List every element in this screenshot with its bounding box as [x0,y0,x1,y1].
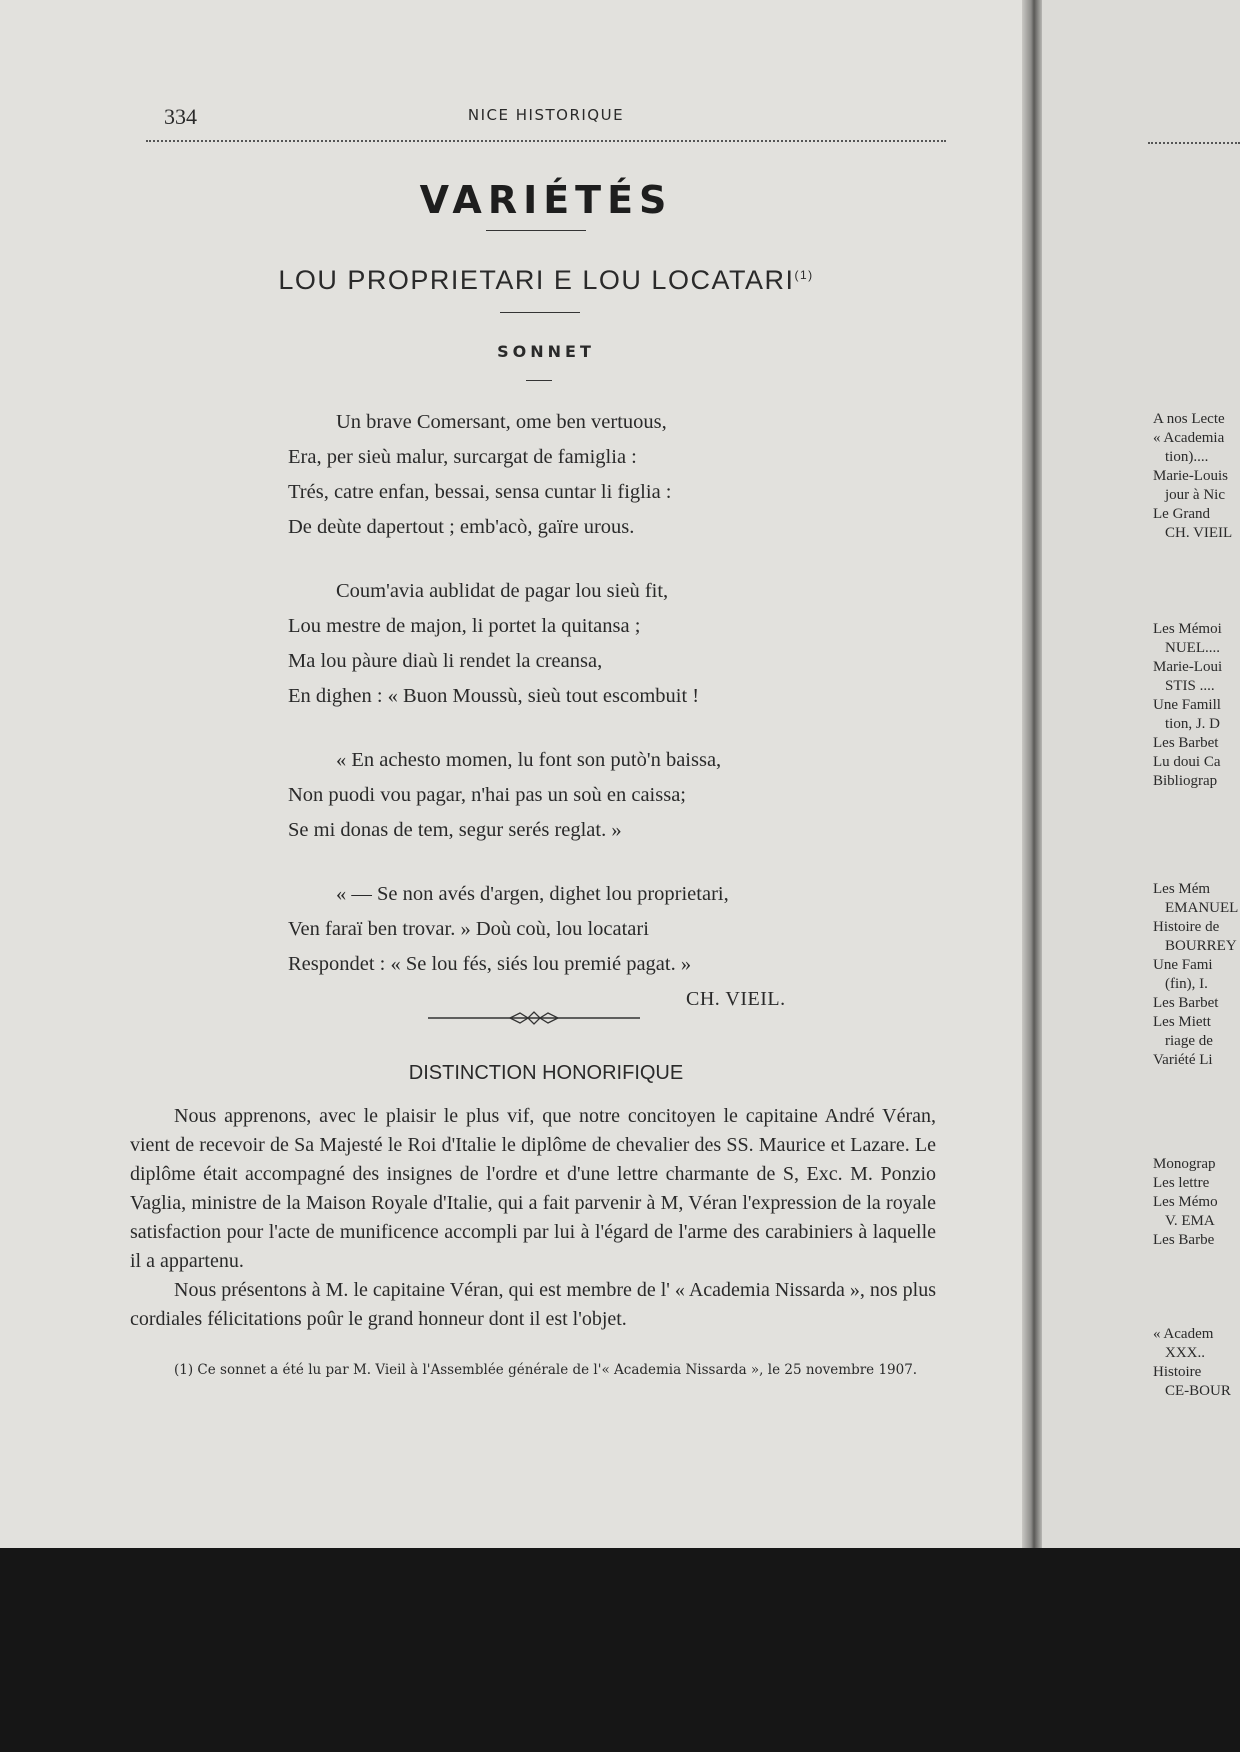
header-rule [146,140,946,142]
toc-group [1153,880,1238,1070]
stanza [288,405,848,545]
toc-entry: Histoire [1153,1364,1202,1380]
toc-entry: Variété Li [1153,1052,1213,1068]
toc-group [1153,1325,1231,1401]
verse-line: Trés, catre enfan, bessai, sensa cuntar li figlia : [288,481,672,503]
toc-entry: tion).... [1165,449,1209,465]
verse-line: Un brave Comersant, ome ben vertuous, [336,411,667,433]
verse-line: Coum'avia aublidat de pagar lou sieù fit, [336,580,669,602]
toc-entry: V. EMA [1165,1213,1215,1229]
toc-entry: Lu doui Ca [1153,754,1221,770]
toc-entry: Marie-Loui [1153,659,1223,675]
toc-entry: Les Mémo [1153,1194,1218,1210]
divider [526,380,552,381]
toc-entry: (fin), I. [1165,976,1208,992]
toc-group [1153,410,1232,543]
toc-entry: Bibliograp [1153,773,1218,789]
toc-entry: Les Barbe [1153,1232,1215,1248]
toc-entry: Monograp [1153,1156,1216,1172]
page-header [146,100,946,140]
verse-line: Se mi donas de tem, segur serés reglat. » [288,819,622,841]
toc-entry: Une Fami [1153,957,1213,973]
paragraph: Nous apprenons, avec le plaisir le plus vif, que notre concitoyen le capitaine André Véran, vient de recevoir de Sa Majesté le Roi d'Italie le diplôme de chevalier des SS. Maurice et Lazare. Le diplôme était accompagné des insignes de l'ordre et d'une lettre charmante de S, Exc. M. Ponzio Vaglia, ministre de la Maison Royale d'Italie, qui a fait parvenir à M, Véran l'expression de la royale satisfaction pour l'acte de munificence accompli par lui à l'égard de l'arme des carabiniers à laquelle il a appartenu. [130,1105,936,1272]
running-title: NICE HISTORIQUE [467,106,625,124]
toc-entry: A nos Lecte [1153,411,1225,427]
toc-entry: « Academia [1153,430,1225,446]
verse-line: « En achesto momen, lu font son putò'n baissa, [336,749,722,771]
verse-line: Respondet : « Se lou fés, siés lou premié pagat. » [288,953,692,975]
paragraph: Nous présentons à M. le capitaine Véran, qui est membre de l' « Academia Nissarda », nos plus cordiales félicitations poûr le grand honneur dont il est l'objet. [130,1279,936,1330]
poem-title [146,265,946,296]
toc-group [1153,1155,1218,1250]
verse-line: Ven faraï ben trovar. » Doù coù, lou locatari [288,918,649,940]
poem-title-text: LOU PROPRIETARI E LOU LOCATARI [278,265,795,295]
toc-entry: Les Mémoi [1153,621,1222,637]
poem-body [288,405,848,1011]
poem-signature: CH. VIEIL. [686,988,786,1010]
toc-entry: BOURREY [1165,938,1237,954]
toc-entry: tion, J. D [1165,716,1221,732]
poem-genre: SONNET [497,342,595,361]
toc-entry: Marie-Louis [1153,468,1228,484]
book-gutter [1022,0,1042,1560]
verse-line: De deùte dapertout ; emb'acò, gaïre urous. [288,516,635,538]
divider [486,230,586,231]
verse-line: Lou mestre de majon, li portet la quitansa ; [288,615,641,637]
notice-body [130,1102,936,1334]
verse-line: Non puodi vou pagar, n'hai pas un soù en caissa; [288,784,686,806]
stanza [288,574,848,714]
notice-title: DISTINCTION HONORIFIQUE [408,1062,684,1084]
page-number: 334 [164,104,197,129]
toc-entry: Les Mém [1153,881,1211,897]
verse-line: « — Se non avés d'argen, dighet lou proprietari, [336,883,729,905]
toc-entry: EMANUEL [1165,900,1239,916]
toc-entry: Les Miett [1153,1014,1211,1030]
toc-entry: NUEL.... [1165,640,1220,656]
stanza [288,743,848,848]
footnote-text: (1) Ce sonnet a été lu par M. Vieil à l'Assemblée générale de l'« Academia Nissarda », le 25 novembre 1907. [174,1362,918,1378]
toc-entry: Les Barbet [1153,735,1219,751]
verse-line: Ma lou pàure diaù li rendet la creansa, [288,650,603,672]
toc-entry: « Academ [1153,1326,1214,1342]
footnote [130,1360,936,1381]
scan-background [0,1548,1240,1752]
toc-entry: CE-BOUR [1165,1383,1231,1399]
toc-entry: riage de [1165,1033,1213,1049]
toc-entry: Une Famill [1153,697,1221,713]
toc-entry: CH. VIEIL [1165,525,1233,541]
stanza [288,877,848,982]
toc-entry: Histoire de [1153,919,1220,935]
ornament-divider-icon [428,1008,640,1028]
footnote-marker: (1) [794,268,814,282]
toc-entry: STIS .... [1165,678,1215,694]
verse-line: Era, per sieù malur, surcargat de famiglia : [288,446,637,468]
divider [500,312,580,313]
toc-group [1153,620,1222,791]
toc-entry: Les Barbet [1153,995,1219,1011]
toc-entry: XXX.. [1165,1345,1205,1361]
toc-entry: Le Grand [1153,506,1211,522]
verse-line: En dighen : « Buon Moussù, sieù tout escombuit ! [288,685,700,707]
right-header-rule [1148,142,1240,144]
toc-entry: Les lettre [1153,1175,1210,1191]
section-title: VARIÉTÉS [419,178,673,222]
toc-entry: jour à Nic [1165,487,1225,503]
